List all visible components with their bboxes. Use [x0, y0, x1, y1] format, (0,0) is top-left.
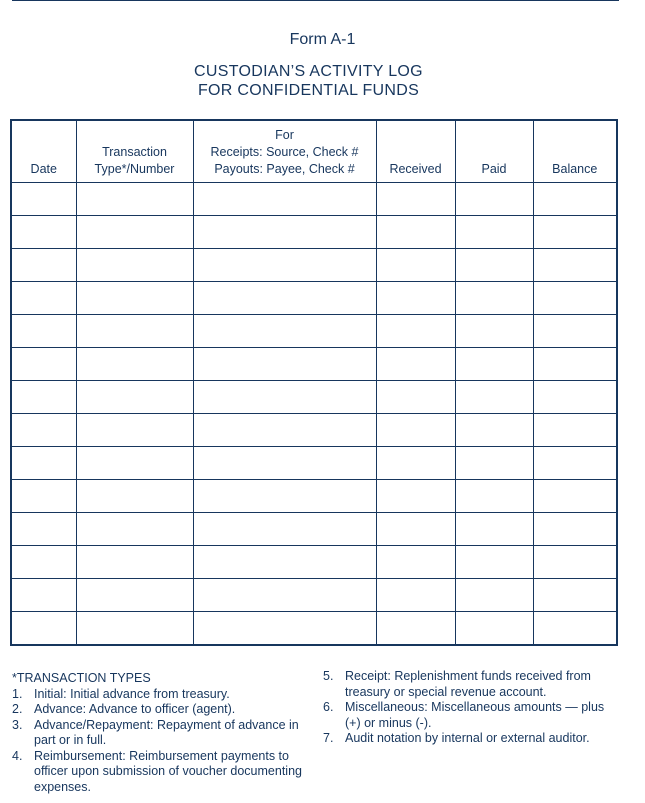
- col-header-for: For Receipts: Source, Check # Payouts: Payee, Check #: [193, 120, 376, 183]
- cell-for[interactable]: [193, 579, 376, 612]
- log-row: [11, 480, 617, 513]
- cell-for[interactable]: [193, 183, 376, 216]
- col-header-transaction: Transaction Type*/Number: [76, 120, 193, 183]
- top-rule: [12, 0, 619, 1]
- cell-transaction[interactable]: [76, 612, 193, 646]
- cell-for[interactable]: [193, 216, 376, 249]
- cell-date[interactable]: [11, 249, 76, 282]
- transaction-type-item: 2. Advance: Advance to officer (agent).: [12, 702, 236, 716]
- cell-date[interactable]: [11, 216, 76, 249]
- cell-date[interactable]: [11, 183, 76, 216]
- transaction-types-left: [12, 671, 312, 795]
- form-title-line1: CUSTODIAN’S ACTIVITY LOG: [194, 63, 423, 80]
- cell-received[interactable]: [376, 414, 455, 447]
- cell-date[interactable]: [11, 447, 76, 480]
- col-header-received: Received: [376, 120, 455, 183]
- cell-balance[interactable]: [533, 447, 617, 480]
- cell-balance[interactable]: [533, 414, 617, 447]
- cell-received[interactable]: [376, 315, 455, 348]
- cell-received[interactable]: [376, 381, 455, 414]
- cell-date[interactable]: [11, 579, 76, 612]
- cell-transaction[interactable]: [76, 579, 193, 612]
- cell-paid[interactable]: [455, 381, 533, 414]
- cell-for[interactable]: [193, 348, 376, 381]
- cell-date[interactable]: [11, 381, 76, 414]
- log-row: [11, 579, 617, 612]
- log-row: [11, 183, 617, 216]
- log-body: [11, 183, 617, 646]
- cell-for[interactable]: [193, 414, 376, 447]
- cell-for[interactable]: [193, 249, 376, 282]
- cell-balance[interactable]: [533, 216, 617, 249]
- cell-date[interactable]: [11, 480, 76, 513]
- cell-for[interactable]: [193, 612, 376, 646]
- log-row: [11, 447, 617, 480]
- cell-transaction[interactable]: [76, 546, 193, 579]
- cell-transaction[interactable]: [76, 513, 193, 546]
- transaction-type-item: 7. Audit notation by internal or external auditor.: [323, 731, 590, 745]
- transaction-types-right: [323, 669, 623, 747]
- cell-paid[interactable]: [455, 579, 533, 612]
- cell-date[interactable]: [11, 513, 76, 546]
- cell-date[interactable]: [11, 315, 76, 348]
- cell-received[interactable]: [376, 348, 455, 381]
- cell-received[interactable]: [376, 447, 455, 480]
- transaction-type-item: 5. Receipt: Replenishment funds received from treasury or special revenue account.: [323, 669, 591, 699]
- cell-balance[interactable]: [533, 480, 617, 513]
- log-row: [11, 282, 617, 315]
- cell-paid[interactable]: [455, 216, 533, 249]
- log-row: [11, 249, 617, 282]
- cell-date[interactable]: [11, 612, 76, 646]
- log-row: [11, 381, 617, 414]
- form-title-line2: FOR CONFIDENTIAL FUNDS: [197, 82, 420, 99]
- form-id: Form A-1: [289, 31, 356, 48]
- cell-for[interactable]: [193, 480, 376, 513]
- log-row: [11, 612, 617, 646]
- col-header-balance: Balance: [533, 120, 617, 183]
- cell-paid[interactable]: [455, 249, 533, 282]
- cell-received[interactable]: [376, 612, 455, 646]
- col-header-paid: Paid: [455, 120, 533, 183]
- cell-transaction[interactable]: [76, 348, 193, 381]
- cell-received[interactable]: [376, 216, 455, 249]
- cell-transaction[interactable]: [76, 480, 193, 513]
- log-row: [11, 546, 617, 579]
- cell-transaction[interactable]: [76, 282, 193, 315]
- cell-paid[interactable]: [455, 447, 533, 480]
- cell-paid[interactable]: [455, 183, 533, 216]
- cell-balance[interactable]: [533, 315, 617, 348]
- cell-date[interactable]: [11, 282, 76, 315]
- log-row: [11, 513, 617, 546]
- cell-balance[interactable]: [533, 513, 617, 546]
- transaction-type-item: 3. Advance/Repayment: Repayment of advance in part or in full.: [12, 717, 299, 747]
- cell-received[interactable]: [376, 513, 455, 546]
- cell-transaction[interactable]: [76, 447, 193, 480]
- cell-paid[interactable]: [455, 348, 533, 381]
- log-row: [11, 414, 617, 447]
- transaction-type-item: 6. Miscellaneous: Miscellaneous amounts — plus (+) or minus (-).: [323, 700, 605, 730]
- log-row: [11, 348, 617, 381]
- cell-for[interactable]: [193, 315, 376, 348]
- cell-paid[interactable]: [455, 513, 533, 546]
- activity-log-table: [10, 119, 618, 646]
- cell-balance[interactable]: [533, 612, 617, 646]
- cell-paid[interactable]: [455, 282, 533, 315]
- cell-transaction[interactable]: [76, 381, 193, 414]
- transaction-types-heading: *TRANSACTION TYPES: [12, 671, 151, 685]
- cell-transaction[interactable]: [76, 315, 193, 348]
- log-row: [11, 216, 617, 249]
- transaction-type-item: 4. Reimbursement: Reimbursement payments to officer upon submission of voucher documenting expenses.: [12, 748, 302, 794]
- cell-for[interactable]: [193, 282, 376, 315]
- cell-transaction[interactable]: [76, 249, 193, 282]
- cell-date[interactable]: [11, 348, 76, 381]
- cell-received[interactable]: [376, 282, 455, 315]
- cell-paid[interactable]: [455, 414, 533, 447]
- cell-balance[interactable]: [533, 183, 617, 216]
- cell-paid[interactable]: [455, 315, 533, 348]
- cell-received[interactable]: [376, 546, 455, 579]
- cell-received[interactable]: [376, 579, 455, 612]
- cell-for[interactable]: [193, 381, 376, 414]
- header-row: [11, 120, 617, 183]
- cell-for[interactable]: [193, 513, 376, 546]
- cell-for[interactable]: [193, 447, 376, 480]
- cell-balance[interactable]: [533, 579, 617, 612]
- log-row: [11, 315, 617, 348]
- cell-balance[interactable]: [533, 348, 617, 381]
- cell-paid[interactable]: [455, 612, 533, 646]
- transaction-type-item: 1. Initial: Initial advance from treasury.: [12, 686, 230, 701]
- cell-for[interactable]: [193, 546, 376, 579]
- cell-transaction[interactable]: [76, 183, 193, 216]
- cell-balance[interactable]: [533, 546, 617, 579]
- cell-balance[interactable]: [533, 249, 617, 282]
- cell-transaction[interactable]: [76, 414, 193, 447]
- cell-date[interactable]: [11, 546, 76, 579]
- cell-paid[interactable]: [455, 480, 533, 513]
- cell-received[interactable]: [376, 183, 455, 216]
- cell-received[interactable]: [376, 480, 455, 513]
- cell-date[interactable]: [11, 414, 76, 447]
- cell-received[interactable]: [376, 249, 455, 282]
- cell-balance[interactable]: [533, 282, 617, 315]
- cell-balance[interactable]: [533, 381, 617, 414]
- col-header-date: Date: [11, 120, 76, 183]
- cell-transaction[interactable]: [76, 216, 193, 249]
- cell-paid[interactable]: [455, 546, 533, 579]
